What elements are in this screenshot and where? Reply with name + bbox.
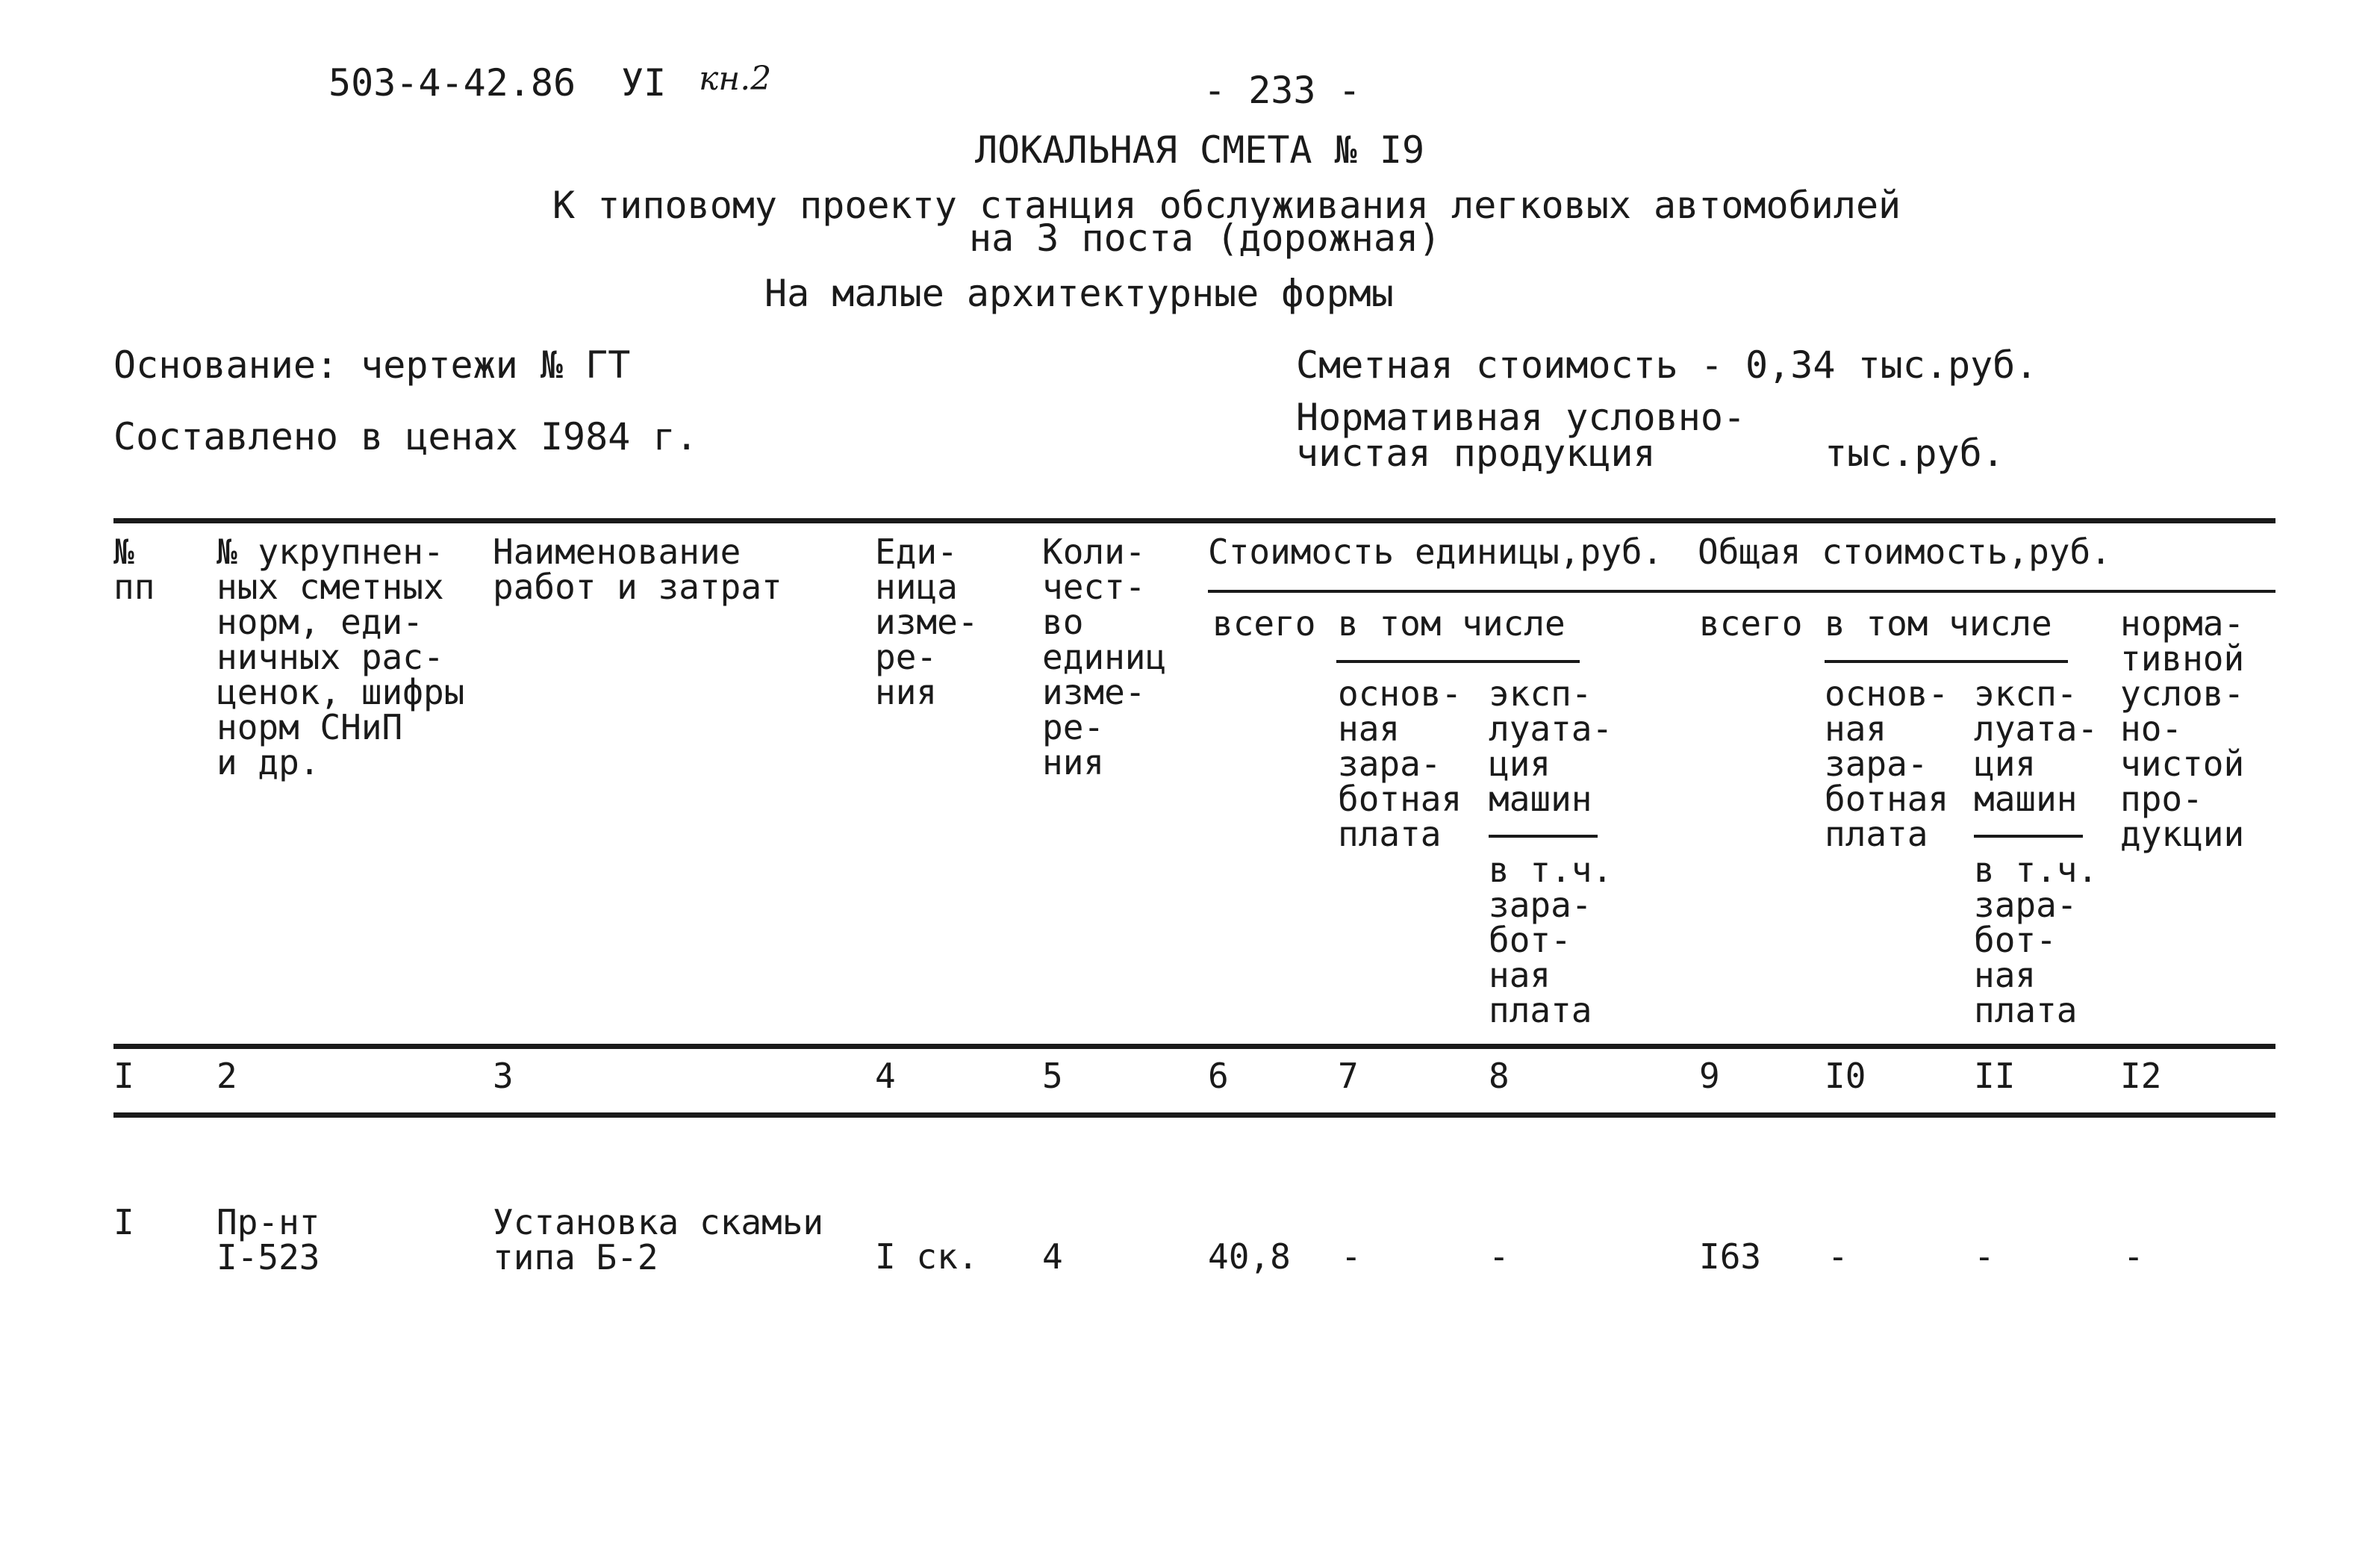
row-normative: -	[2123, 1236, 2144, 1277]
row-work-name: Установка скамьи типа Б-2	[493, 1202, 824, 1277]
unit-machines-rule	[1489, 835, 1598, 838]
header-total-cost-group: Общая стоимость,руб.	[1698, 532, 2111, 572]
header-total-machines-wage: в т.ч. зара- бот- ная плата	[1974, 850, 2099, 1030]
header-unit-machines-wage: в т.ч. зара- бот- ная плата	[1489, 850, 1613, 1030]
header-work-name: Наименование работ и затрат	[493, 532, 782, 607]
column-number-11: II	[1974, 1056, 2016, 1096]
row-norm-code: Пр-нт I-523	[216, 1202, 320, 1277]
column-numbers-rule	[113, 1112, 2275, 1118]
handwritten-book-note: кн.2	[699, 60, 772, 98]
header-unit-cost-group: Стоимость единицы,руб.	[1208, 532, 1663, 572]
row-unit-machines: -	[1489, 1236, 1510, 1277]
column-number-4: 4	[875, 1056, 896, 1096]
header-quantity: Коли- чест- во единиц изме- ре- ния	[1042, 532, 1167, 782]
normative-product-label-1: Нормативная условно-	[1296, 396, 1746, 439]
document-code: 503-4-42.86	[328, 61, 576, 105]
column-number-6: 6	[1208, 1056, 1229, 1096]
basis-label: Основание: чертежи № ГТ	[113, 343, 631, 387]
header-unit-including: в том числе	[1338, 603, 1566, 644]
header-total-total: всего	[1699, 603, 1803, 644]
header-bottom-rule	[113, 1044, 2275, 1049]
header-total-base-wage: основ- ная зара- ботная плата	[1825, 673, 1949, 854]
estimate-title: ЛОКАЛЬНАЯ СМЕТА № I9	[975, 128, 1425, 172]
row-total: I63	[1699, 1236, 1762, 1277]
table-top-rule	[113, 518, 2275, 523]
column-number-1: I	[113, 1056, 134, 1096]
normative-product-label-2: чистая продукция	[1296, 432, 1656, 475]
column-number-10: I0	[1825, 1056, 1866, 1096]
row-unit: I ск.	[875, 1236, 979, 1277]
header-unit: Еди- ница изме- ре- ния	[875, 532, 979, 712]
column-number-12: I2	[2120, 1056, 2162, 1096]
total-incl-rule	[1825, 660, 2068, 663]
page-number: - 233 -	[1203, 69, 1361, 112]
row-quantity: 4	[1042, 1236, 1063, 1277]
row-unit-base-wage: -	[1341, 1236, 1362, 1277]
header-row-number: № пп	[113, 532, 155, 607]
estimated-cost: Сметная стоимость - 0,34 тыс.руб.	[1296, 343, 2038, 387]
header-unit-machines: эксп- луата- ция машин	[1489, 673, 1613, 819]
volume-number: УI	[621, 61, 667, 105]
row-unit-total: 40,8	[1208, 1236, 1291, 1277]
header-unit-total: всего	[1212, 603, 1316, 644]
column-number-3: 3	[493, 1056, 514, 1096]
column-number-7: 7	[1338, 1056, 1359, 1096]
column-number-2: 2	[216, 1056, 237, 1096]
project-line-1: К типовому проекту станция обслуживания легковых автомобилей	[552, 184, 1901, 227]
normative-product-unit: тыс.руб.	[1825, 432, 2004, 475]
column-number-9: 9	[1699, 1056, 1720, 1096]
cost-group-rule	[1208, 590, 2275, 593]
column-number-8: 8	[1489, 1056, 1510, 1096]
header-total-including: в том числе	[1825, 603, 2052, 644]
prices-label: Составлено в ценах I984 г.	[113, 415, 698, 458]
header-normative-product: норма- тивной услов- но- чистой про- дукции	[2120, 603, 2245, 854]
project-line-2: на 3 поста (дорожная)	[969, 217, 1442, 260]
row-total-base-wage: -	[1828, 1236, 1848, 1277]
total-machines-rule	[1974, 835, 2083, 838]
estimate-subject: На малые архитектурные формы	[764, 272, 1394, 315]
column-number-5: 5	[1042, 1056, 1063, 1096]
header-unit-base-wage: основ- ная зара- ботная плата	[1338, 673, 1462, 854]
row-number: I	[113, 1202, 134, 1242]
header-total-machines: эксп- луата- ция машин	[1974, 673, 2099, 819]
row-total-machines: -	[1974, 1236, 1995, 1277]
header-norm-code: № укрупнен- ных сметных норм, еди- ничных рас- ценок, шифры норм СНиП и др.	[216, 532, 465, 782]
unit-incl-rule	[1336, 660, 1580, 663]
